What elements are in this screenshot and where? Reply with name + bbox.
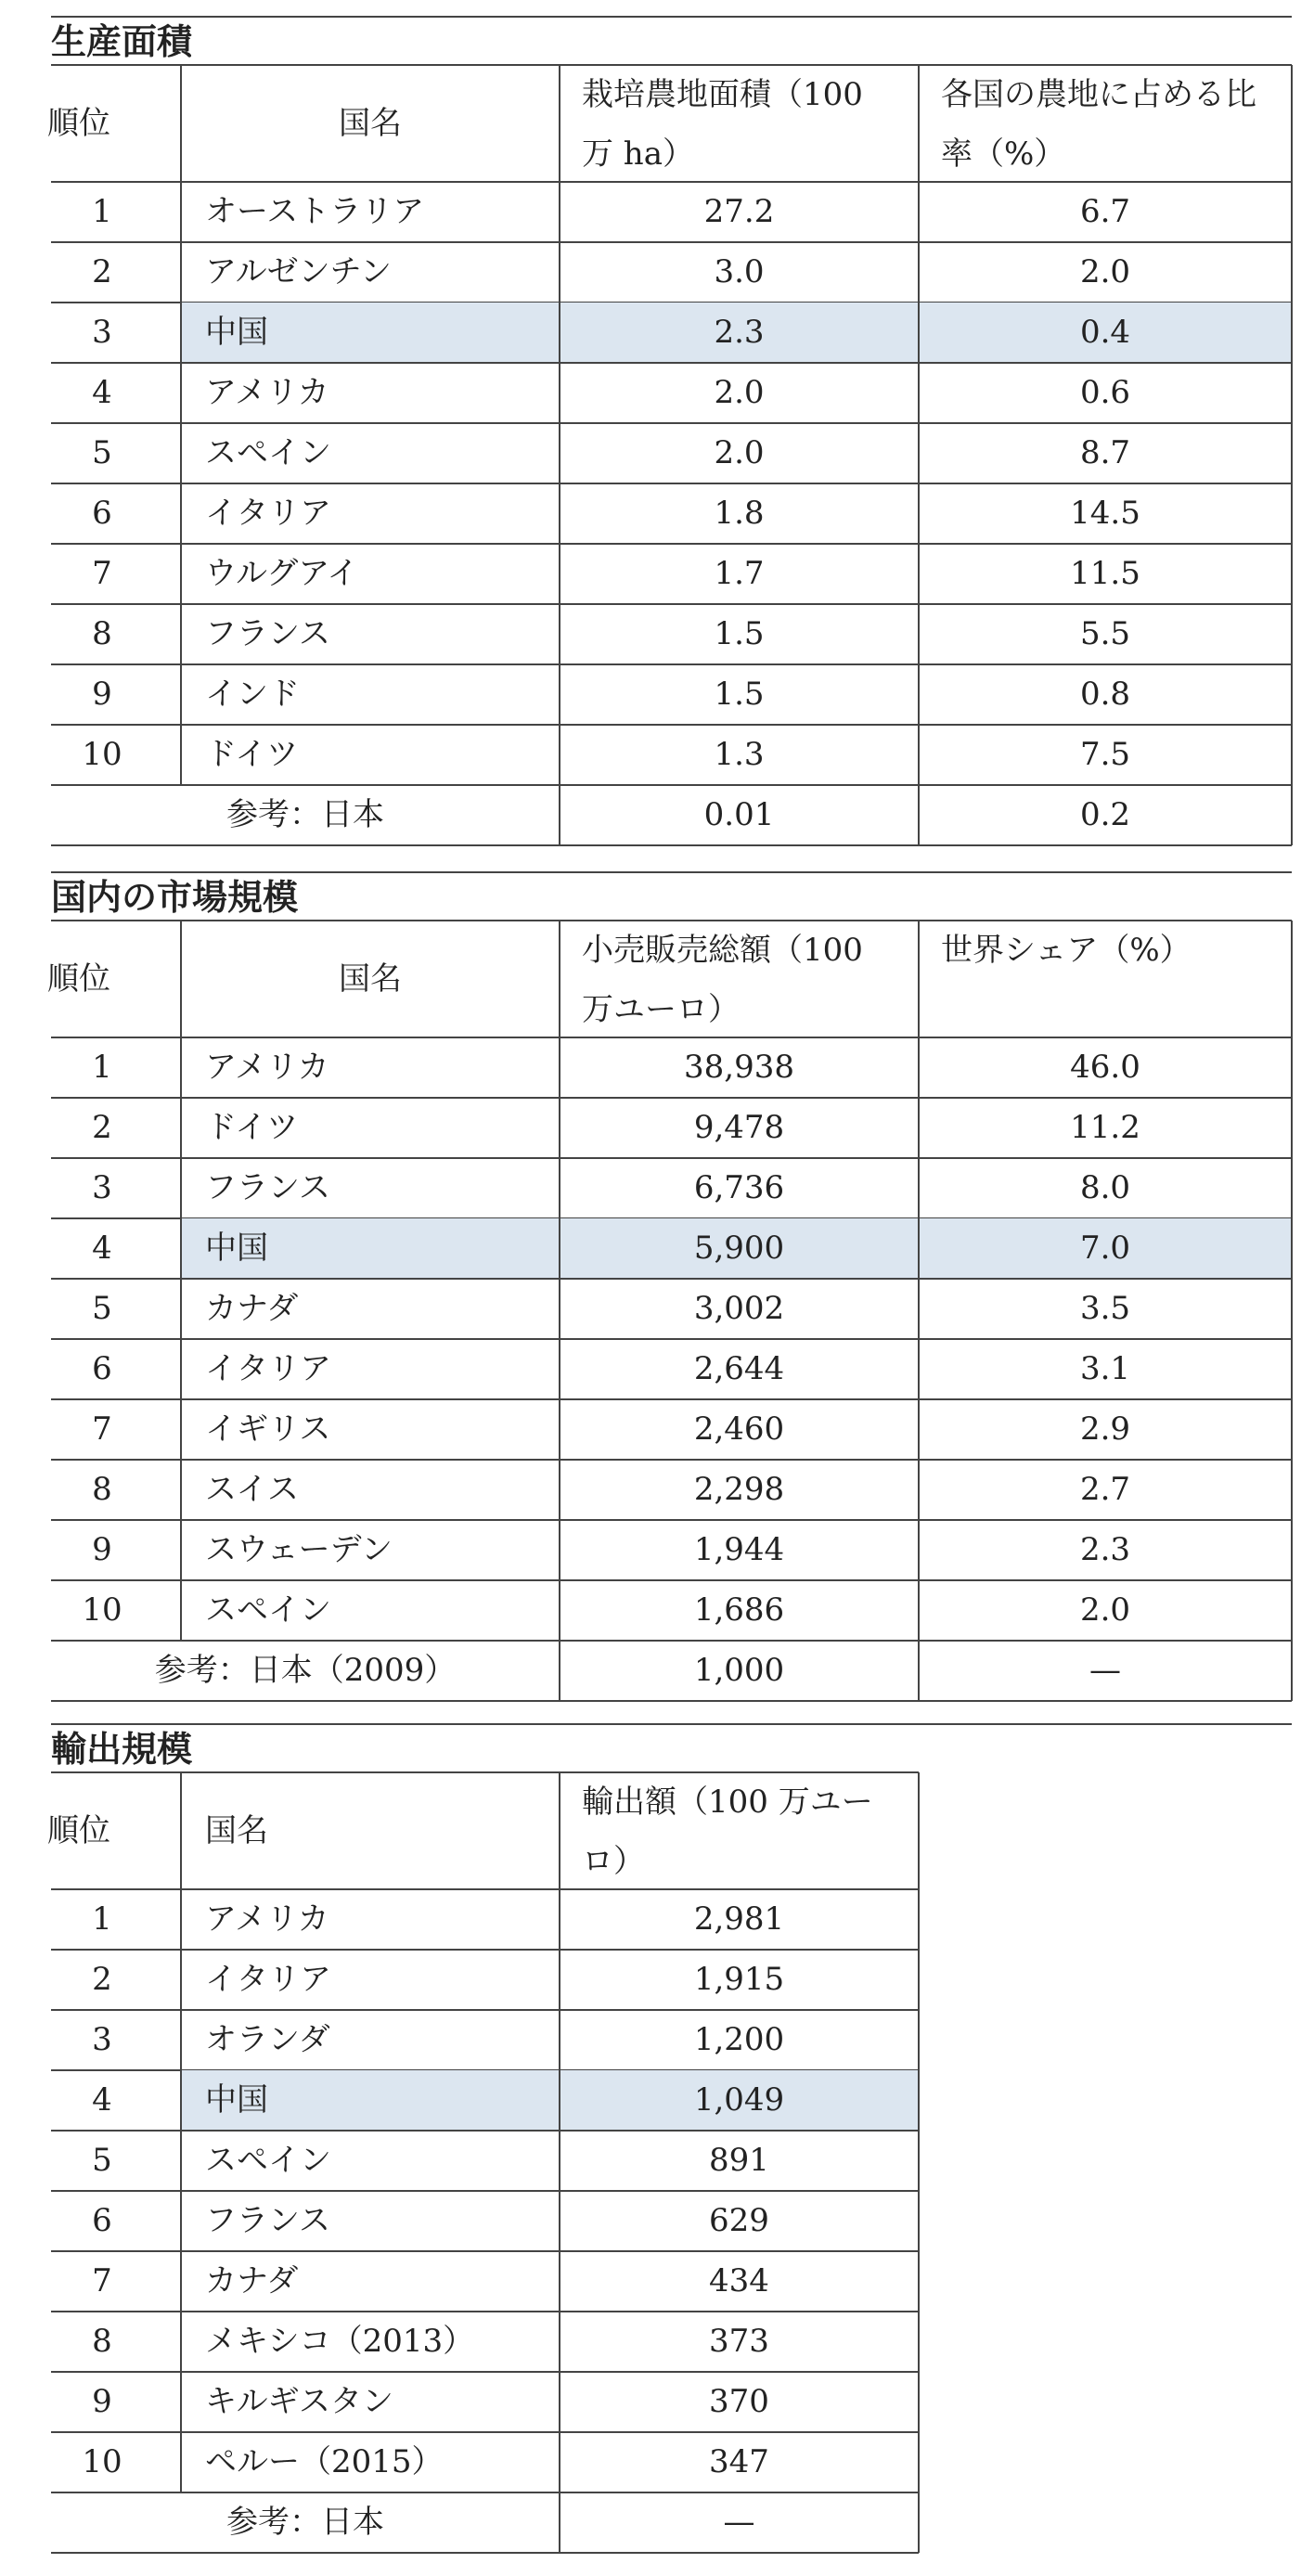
country-cell: イギリス (205, 1410, 331, 1448)
rank-cell: 6 (92, 495, 112, 532)
country-cell: ドイツ (205, 736, 299, 773)
share-cell: 7.5 (1079, 736, 1131, 773)
header-country: 国名 (205, 1812, 268, 1849)
value-cell: 3,002 (693, 1290, 785, 1327)
country-cell: スイス (205, 1471, 299, 1508)
header-share: 各国の農地に占める比率（%） (941, 76, 1256, 173)
share-cell: 6.7 (1079, 193, 1131, 230)
reference-label: 参考：日本 (226, 796, 384, 833)
value-cell: 1.5 (714, 615, 765, 652)
rank-cell: 5 (92, 2142, 112, 2179)
share-cell: 8.7 (1079, 434, 1131, 471)
reference-label: 参考：日本（2009） (154, 1652, 457, 1689)
country-cell: フランス (205, 615, 330, 652)
value-cell: 5,900 (693, 1230, 785, 1267)
rank-cell: 7 (92, 1410, 112, 1448)
share-cell: 11.5 (1070, 555, 1140, 592)
rank-cell: 1 (92, 193, 112, 230)
value-cell: 434 (709, 2262, 769, 2299)
rank-cell: 4 (92, 374, 112, 411)
value-cell: 3.0 (714, 253, 765, 290)
reference-share: 0.2 (1079, 796, 1131, 833)
header-value: 小売販売総額（100 万ユーロ） (582, 932, 863, 1028)
rank-cell: 6 (92, 1350, 112, 1387)
country-cell: アメリカ (205, 1049, 329, 1086)
rank-cell: 3 (92, 1169, 112, 1206)
country-cell: ドイツ (205, 1109, 299, 1146)
share-cell: 0.4 (1079, 314, 1131, 351)
rank-cell: 3 (92, 314, 112, 351)
country-cell: メキシコ（2013） (205, 2323, 475, 2360)
header-country: 国名 (339, 105, 402, 142)
country-cell: イタリア (205, 1350, 331, 1387)
table-rule (918, 65, 920, 845)
country-cell: 中国 (205, 2081, 268, 2119)
country-cell: スウェーデン (205, 1531, 393, 1568)
reference-value: 1,000 (693, 1652, 785, 1689)
rank-cell: 5 (92, 434, 112, 471)
value-cell: 2.0 (714, 434, 765, 471)
share-cell: 5.5 (1079, 615, 1131, 652)
share-cell: 8.0 (1079, 1169, 1131, 1206)
table-rule (51, 871, 1292, 873)
country-cell: キルギスタン (205, 2383, 393, 2420)
header-share: 世界シェア（%） (941, 932, 1192, 969)
rank-cell: 2 (92, 1109, 112, 1146)
header-country: 国名 (339, 960, 402, 998)
rank-cell: 9 (92, 1531, 112, 1568)
reference-value: — (723, 2504, 755, 2541)
value-cell: 1,049 (693, 2081, 785, 2119)
section-title: 輸出規模 (51, 1729, 193, 1770)
value-cell: 891 (709, 2142, 769, 2179)
header-rank: 順位 (47, 105, 110, 142)
rank-cell: 2 (92, 253, 112, 290)
share-cell: 0.8 (1079, 676, 1131, 713)
country-cell: スペイン (205, 2142, 331, 2179)
table-rule (51, 2552, 919, 2554)
country-cell: オランダ (205, 2021, 330, 2058)
table-rule (918, 921, 920, 1701)
rank-cell: 2 (92, 1961, 112, 1998)
value-cell: 2,981 (693, 1900, 785, 1938)
rank-cell: 1 (92, 1900, 112, 1938)
value-cell: 1.5 (714, 676, 765, 713)
value-cell: 1.7 (714, 555, 765, 592)
rank-cell: 9 (92, 676, 112, 713)
value-cell: 2,460 (693, 1410, 785, 1448)
country-cell: アメリカ (205, 1900, 329, 1938)
share-cell: 2.0 (1079, 253, 1131, 290)
country-cell: オーストラリア (205, 193, 425, 230)
rank-cell: 3 (92, 2021, 112, 2058)
value-cell: 370 (709, 2383, 769, 2420)
country-cell: カナダ (205, 1290, 299, 1327)
value-cell: 6,736 (693, 1169, 785, 1206)
share-cell: 14.5 (1070, 495, 1140, 532)
rank-cell: 7 (92, 555, 112, 592)
value-cell: 347 (709, 2443, 769, 2480)
country-cell: アルゼンチン (205, 253, 392, 290)
header-value: 栽培農地面積（100 万 ha） (582, 76, 863, 173)
country-cell: スペイン (205, 434, 331, 471)
rank-cell: 6 (92, 2202, 112, 2239)
share-cell: 2.0 (1079, 1591, 1131, 1629)
section-title: 生産面積 (51, 21, 193, 62)
rank-cell: 10 (82, 2443, 122, 2480)
country-cell: フランス (205, 2202, 330, 2239)
country-cell: ウルグアイ (205, 555, 359, 592)
share-cell: 46.0 (1070, 1049, 1140, 1086)
share-cell: 2.7 (1079, 1471, 1131, 1508)
value-cell: 1,686 (693, 1591, 785, 1629)
rank-cell: 9 (92, 2383, 112, 2420)
table-rule (180, 1772, 182, 2492)
rank-cell: 8 (92, 2323, 112, 2360)
table-rule (918, 1772, 920, 2553)
country-cell: イタリア (205, 1961, 331, 1998)
share-cell: 3.5 (1079, 1290, 1131, 1327)
table-rule (559, 921, 560, 1701)
value-cell: 2.3 (714, 314, 765, 351)
country-cell: スペイン (205, 1591, 331, 1629)
country-cell: イタリア (205, 495, 331, 532)
value-cell: 27.2 (703, 193, 775, 230)
rank-cell: 10 (82, 1591, 122, 1629)
country-cell: インド (205, 676, 300, 713)
header-rank: 順位 (47, 960, 110, 998)
rank-cell: 4 (92, 2081, 112, 2119)
table-rule (1291, 921, 1293, 1701)
share-cell: 11.2 (1070, 1109, 1140, 1146)
value-cell: 2,644 (693, 1350, 785, 1387)
value-cell: 373 (709, 2323, 769, 2360)
rank-cell: 4 (92, 1230, 112, 1267)
header-rank: 順位 (47, 1812, 110, 1849)
rank-cell: 10 (82, 736, 122, 773)
rank-cell: 5 (92, 1290, 112, 1327)
table-rule (51, 844, 1292, 846)
country-cell: 中国 (205, 1230, 268, 1267)
table-rule (51, 1723, 1292, 1725)
value-cell: 9,478 (693, 1109, 785, 1146)
value-cell: 2,298 (693, 1471, 785, 1508)
value-cell: 1.3 (714, 736, 765, 773)
share-cell: 0.6 (1079, 374, 1131, 411)
value-cell: 629 (709, 2202, 769, 2239)
value-cell: 1,915 (693, 1961, 785, 1998)
reference-label: 参考：日本 (226, 2504, 384, 2541)
country-cell: フランス (205, 1169, 330, 1206)
share-cell: 7.0 (1079, 1230, 1131, 1267)
table-rule (51, 16, 1292, 18)
country-cell: カナダ (205, 2262, 299, 2299)
country-cell: 中国 (205, 314, 268, 351)
rank-cell: 7 (92, 2262, 112, 2299)
rank-cell: 8 (92, 615, 112, 652)
share-cell: 3.1 (1079, 1350, 1131, 1387)
value-cell: 1.8 (714, 495, 765, 532)
value-cell: 38,938 (684, 1049, 794, 1086)
table-rule (559, 1772, 560, 2553)
header-value: 輸出額（100 万ユーロ） (582, 1784, 873, 1880)
value-cell: 1,944 (693, 1531, 785, 1568)
share-cell: 2.9 (1079, 1410, 1131, 1448)
table-rule (559, 65, 560, 845)
rank-cell: 1 (92, 1049, 112, 1086)
rank-cell: 8 (92, 1471, 112, 1508)
value-cell: 2.0 (714, 374, 765, 411)
reference-value: 0.01 (703, 796, 775, 833)
reference-share: — (1089, 1652, 1121, 1689)
table-rule (180, 921, 182, 1641)
value-cell: 1,200 (693, 2021, 785, 2058)
table-rule (180, 65, 182, 785)
country-cell: ペルー（2015） (205, 2443, 444, 2480)
table-rule (51, 1700, 1292, 1702)
table-rule (1291, 65, 1293, 845)
country-cell: アメリカ (205, 374, 329, 411)
share-cell: 2.3 (1079, 1531, 1131, 1568)
section-title: 国内の市場規模 (51, 877, 299, 918)
